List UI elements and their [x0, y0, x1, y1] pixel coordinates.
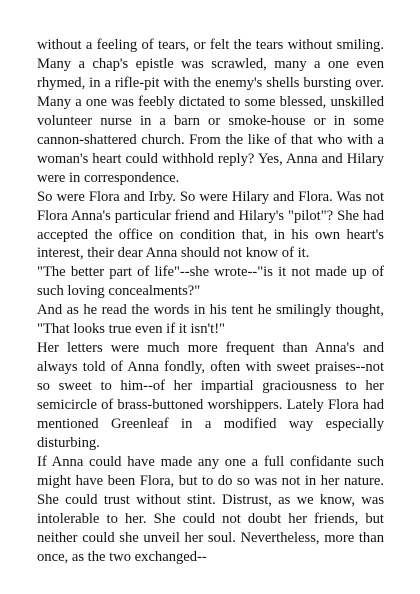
paragraph-4: And as he read the words in his tent he smilingly thought, "That looks true even if it isn't!"	[37, 302, 384, 338]
paragraph-1: without a feeling of tears, or felt the tears without smiling. Many a chap's epistle was scrawled, many a one even rhymed, in a rifle-pit with the enemy's shells bursting over. Many a one was feebly dictated to some blessed, unskilled volunteer nurse in a barn or smoke-house or in some cannon-shattered church. From the like of that who with a woman's heart could withhold reply? Yes, Anna and Hilary were in correspondence.	[37, 37, 384, 186]
page-body	[37, 36, 384, 567]
paragraph-6: If Anna could have made any one a full confidante such might have been Flora, but to do so was not in her nature. She could trust without stint. Distrust, as we know, was intolerable to her. She could not doubt her friends, but neither could she unveil her soul. Nevertheless, more than once, as the two exchanged--	[37, 453, 384, 565]
paragraph-2: So were Flora and Irby. So were Hilary and Flora. Was not Flora Anna's particular friend and Hilary's "pilot"? She had accepted the office on condition that, in his own heart's interest, their dear Anna should not know of it.	[37, 188, 384, 262]
paragraph-5: Her letters were much more frequent than Anna's and always told of Anna fondly, often with sweet praises--not so sweet to him--of her impartial graciousness to her semicircle of brass-buttoned worshippers. Lately Flora had mentioned Greenleaf in a modified way especially disturbing.	[37, 340, 384, 452]
paragraph-3: "The better part of life"--she wrote--"is it not made up of such loving concealments?"	[37, 264, 384, 300]
